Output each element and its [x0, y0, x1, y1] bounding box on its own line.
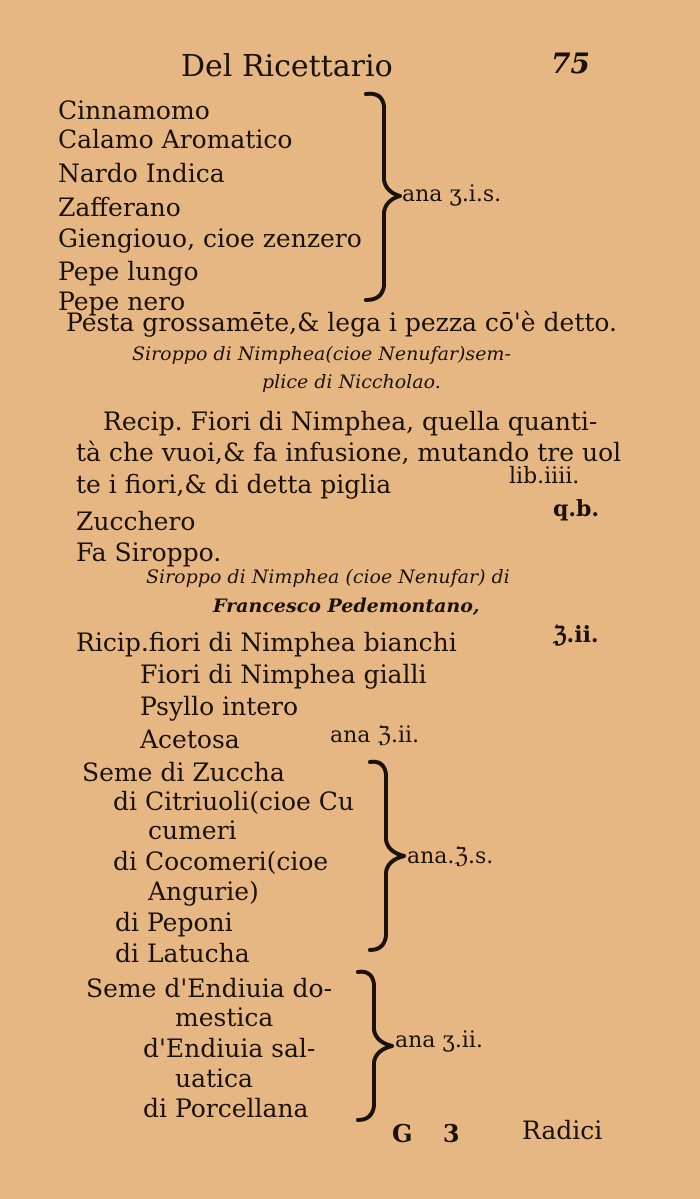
recipe-heading: Francesco Pedemontano,	[213, 595, 480, 617]
ingredient-line: Fiori di Nimphea gialli	[140, 660, 427, 689]
running-title: Del Ricettario	[181, 49, 393, 84]
ingredient-line: di Latucha	[115, 939, 250, 968]
ingredient-line: mestica	[175, 1003, 274, 1032]
ingredient-line: Nardo Indica	[58, 159, 225, 188]
ingredient-line: Acetosa	[140, 725, 240, 754]
dose-label: ana ʒ.ii.	[395, 1028, 483, 1053]
ingredient-line: Seme di Zuccha	[82, 758, 285, 787]
body-line: Zucchero	[76, 507, 196, 536]
quantity-label: ℨ.ii.	[553, 622, 599, 648]
ingredient-line: Zafferano	[58, 193, 181, 222]
dose-label: ana ℨ.ii.	[330, 723, 420, 748]
ingredient-line: di Porcellana	[143, 1094, 309, 1123]
ingredient-line: Psyllo intero	[140, 692, 299, 721]
ingredient-line: di Cocomeri(cioe	[113, 847, 329, 876]
body-line: te i fiori,& di detta piglia	[76, 470, 392, 499]
ingredient-line: Angurie)	[148, 877, 259, 906]
ingredient-line: cumeri	[148, 816, 237, 845]
ingredient-line: Calamo Aromatico	[58, 125, 293, 154]
ingredient-line: Ricip.fiori di Nimphea bianchi	[76, 628, 457, 657]
ingredient-line: Pepe lungo	[58, 257, 199, 286]
ingredient-line: Seme d'Endiuia do-	[86, 974, 333, 1003]
quantity-label: q.b.	[553, 496, 600, 522]
body-line: Fa Siroppo.	[76, 538, 222, 567]
body-line: Recip. Fiori di Nimphea, quella quanti-	[103, 407, 598, 436]
body-line: tà che vuoi,& fa infusione, mutando tre uol	[76, 438, 622, 467]
ingredient-line: uatica	[175, 1064, 253, 1093]
recipe-heading: Siroppo di Nimphea(cioe Nenufar)sem-	[132, 343, 511, 365]
signature-mark: G 3	[392, 1119, 460, 1148]
quantity-label: lib.iiii.	[509, 464, 580, 489]
recipe-heading: plice di Niccholao.	[262, 371, 441, 393]
ingredient-line: Cinnamomo	[58, 96, 210, 125]
page-number: 75	[551, 47, 590, 80]
dose-label: ana ʒ.i.s.	[402, 182, 502, 207]
ingredient-line: di Citriuoli(cioe Cu	[113, 787, 354, 816]
instruction-line: Pesta grossamēte,& lega i pezza cō'è detto.	[66, 308, 617, 337]
ingredient-line: Giengiouo, cioe zenzero	[58, 224, 362, 253]
dose-label: ana.ℨ.s.	[407, 844, 494, 869]
ingredient-line: Pepe nero	[58, 287, 186, 316]
catchword: Radici	[522, 1116, 603, 1145]
ingredient-line: di Peponi	[115, 908, 233, 937]
recipe-heading: Siroppo di Nimphea (cioe Nenufar) di	[146, 566, 510, 588]
ingredient-line: d'Endiuia sal-	[143, 1034, 316, 1063]
